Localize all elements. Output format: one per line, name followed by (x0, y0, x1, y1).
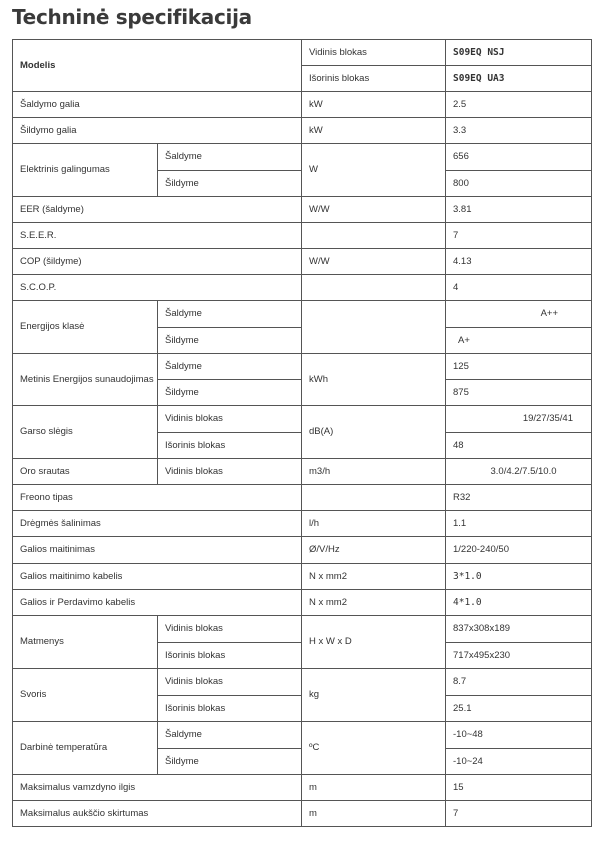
table-row (13, 406, 592, 433)
table-row (13, 301, 592, 328)
table-row (13, 537, 592, 564)
unit-label: Išorinis blokas (302, 66, 446, 92)
unit: N x mm2 (302, 564, 446, 590)
table-row (13, 722, 592, 749)
value: 3.81 (446, 197, 592, 223)
value: 1.1 (446, 511, 592, 537)
table-row (13, 511, 592, 537)
unit: m (302, 775, 446, 801)
sub-label: Išorinis blokas (158, 433, 302, 459)
param-label: Galios maitinimo kabelis (13, 564, 302, 590)
param-label: Galios maitinimas (13, 537, 302, 564)
table-row (13, 223, 592, 249)
sub-label: Šaldyme (158, 144, 302, 171)
page-title: Techninė specifikacija (12, 5, 252, 29)
param-label: Garso slėgis (13, 406, 158, 459)
value: 800 (446, 171, 592, 197)
value: 4*1.0 (446, 590, 592, 616)
value: 25.1 (446, 696, 592, 722)
param-label: COP (šildyme) (13, 249, 302, 275)
unit: W/W (302, 249, 446, 275)
table-row (13, 144, 592, 171)
unit: N x mm2 (302, 590, 446, 616)
table-row (13, 197, 592, 223)
value: R32 (446, 485, 592, 511)
unit: dB(A) (302, 406, 446, 459)
table-row (13, 354, 592, 380)
model-value: S09EQ UA3 (446, 66, 592, 92)
param-label: S.E.E.R. (13, 223, 302, 249)
value: 2.5 (446, 92, 592, 118)
param-label: Elektrinis galingumas (13, 144, 158, 197)
table-row (13, 249, 592, 275)
table-row (13, 118, 592, 144)
value: 656 (446, 144, 592, 171)
table-row (13, 616, 592, 643)
sub-label: Vidinis blokas (158, 406, 302, 433)
value: 4 (446, 275, 592, 301)
unit: Ø/V/Hz (302, 537, 446, 564)
sub-label: Šildyme (158, 171, 302, 197)
unit: kW (302, 118, 446, 144)
table-row (13, 801, 592, 827)
sub-label: Išorinis blokas (158, 696, 302, 722)
unit: kg (302, 669, 446, 722)
unit: W/W (302, 197, 446, 223)
unit: ºC (302, 722, 446, 775)
param-label: Maksimalus aukščio skirtumas (13, 801, 302, 827)
sub-label: Šildyme (158, 328, 302, 354)
value: 7 (446, 801, 592, 827)
value: 125 (446, 354, 592, 380)
value: 875 (446, 380, 592, 406)
value: 1/220-240/50 (446, 537, 592, 564)
value: A++ (446, 301, 592, 328)
value: 8.7 (446, 669, 592, 696)
value: -10~48 (446, 722, 592, 749)
sub-label: Šildyme (158, 749, 302, 775)
value: 3.0/4.2/7.5/10.0 (446, 459, 592, 485)
table-row (13, 92, 592, 118)
sub-label: Šaldyme (158, 722, 302, 749)
param-label: Svoris (13, 669, 158, 722)
unit: H x W x D (302, 616, 446, 669)
value: -10~24 (446, 749, 592, 775)
unit: m3/h (302, 459, 446, 485)
spec-table (12, 39, 592, 827)
param-label: Matmenys (13, 616, 158, 669)
table-row (13, 459, 592, 485)
value: 7 (446, 223, 592, 249)
unit: W (302, 144, 446, 197)
table-row (13, 590, 592, 616)
table-row (13, 564, 592, 590)
param-label: Šildymo galia (13, 118, 302, 144)
value: 3*1.0 (446, 564, 592, 590)
param-label: Modelis (13, 40, 302, 92)
param-label: S.C.O.P. (13, 275, 302, 301)
param-label: Šaldymo galia (13, 92, 302, 118)
table-row (13, 40, 592, 66)
sub-label: Šildyme (158, 380, 302, 406)
unit (302, 223, 446, 249)
model-value: S09EQ NSJ (446, 40, 592, 66)
param-label: Energijos klasė (13, 301, 158, 354)
unit: kWh (302, 354, 446, 406)
value: 48 (446, 433, 592, 459)
table-row (13, 485, 592, 511)
value: 4.13 (446, 249, 592, 275)
param-label: Maksimalus vamzdyno ilgis (13, 775, 302, 801)
sub-label: Išorinis blokas (158, 643, 302, 669)
param-label: Darbinė temperatūra (13, 722, 158, 775)
unit: l/h (302, 511, 446, 537)
unit (302, 275, 446, 301)
param-label: EER (šaldyme) (13, 197, 302, 223)
value: 3.3 (446, 118, 592, 144)
param-label: Galios ir Perdavimo kabelis (13, 590, 302, 616)
value: 19/27/35/41 (446, 406, 592, 433)
param-label: Drėgmės šalinimas (13, 511, 302, 537)
sub-label: Šaldyme (158, 354, 302, 380)
unit: m (302, 801, 446, 827)
param-label: Metinis Energijos sunaudojimas (13, 354, 158, 406)
param-label: Oro srautas (13, 459, 158, 485)
table-row (13, 775, 592, 801)
value: 837x308x189 (446, 616, 592, 643)
table-row (13, 275, 592, 301)
sub-label: Vidinis blokas (158, 616, 302, 643)
unit: kW (302, 92, 446, 118)
value: 717x495x230 (446, 643, 592, 669)
sub-label: Šaldyme (158, 301, 302, 328)
unit (302, 485, 446, 511)
unit (302, 301, 446, 354)
sub-label: Vidinis blokas (158, 669, 302, 696)
unit-label: Vidinis blokas (302, 40, 446, 66)
param-label: Freono tipas (13, 485, 302, 511)
value: A+ (446, 328, 592, 354)
table-row (13, 669, 592, 696)
value: 15 (446, 775, 592, 801)
sub-label: Vidinis blokas (158, 459, 302, 485)
